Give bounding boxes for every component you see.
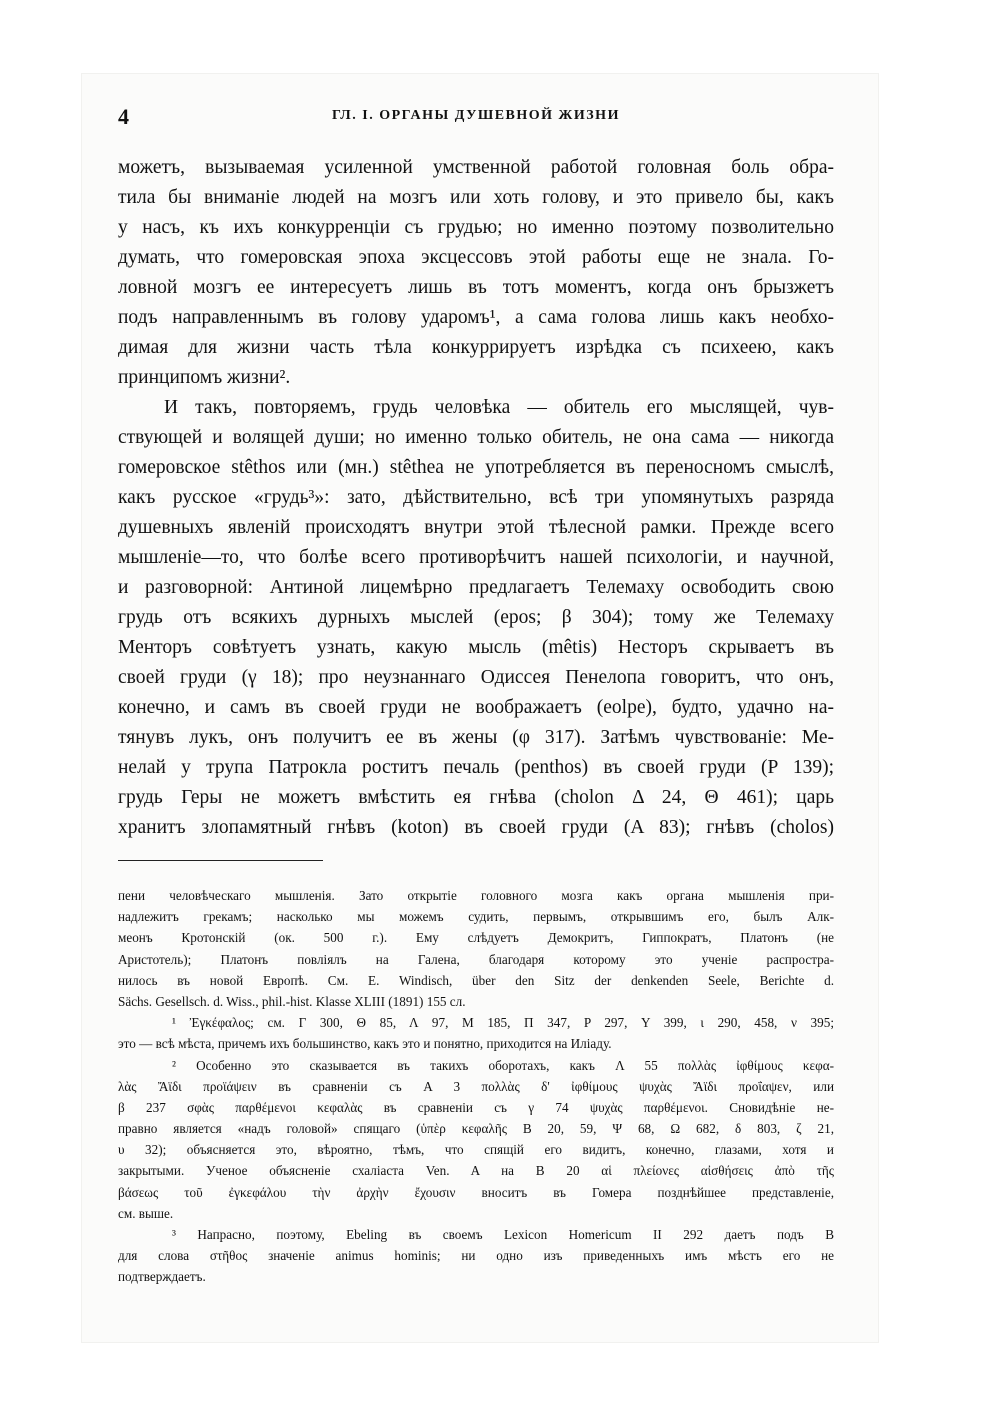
footnote-line: это — всѣ мѣста, причемъ ихъ большинство, какъ это и понятно, приходится на Иліаду.: [118, 1036, 612, 1052]
text-line: подъ направленнымъ въ голову ударомъ¹, а сама голова лишь какъ необхо-: [118, 307, 834, 328]
text-line: гомеровское stêthos или (мн.) stêthea не употребляется въ переносномъ смыслѣ,: [118, 457, 834, 478]
footnote-separator: [118, 860, 323, 861]
text-line: у насъ, къ ихъ конкурренціи съ грудью; но именно поэтому позволительно: [118, 217, 834, 238]
text-line: душевныхъ явленій происходятъ внутри этой тѣлесной рамки. Прежде всего: [118, 517, 834, 538]
footnotes: [118, 885, 834, 1288]
text-line: И такъ, повторяемъ, грудь человѣка — обитель его мыслящей, чув-: [164, 397, 834, 418]
footnote-line: βάσεως τοῦ ἐγκεφάλου τὴν ἀρχὴν ἔχουσιν вноситъ въ Гомера позднѣйшее представленіе,: [118, 1184, 834, 1200]
footnote-line: λὰς Ἄϊδι προϊάψειν въ сравненіи съ A 3 πολλὰς δ' ἰφθίμους ψυχὰς Ἄϊδι προΐαψεν, или: [118, 1078, 834, 1094]
footnote-line: υ 32); объясняется это, вѣроятно, тѣмъ, что спящій его видитъ, конечно, глазами, хотя и: [118, 1142, 834, 1158]
page-header: [118, 104, 834, 132]
text-line: ловной мозгъ ее интересуетъ лишь въ тотъ моментъ, когда онъ брызжетъ: [118, 277, 834, 298]
footnote-line: Аристотель); Платонъ повліялъ на Галена, благодаря которому это ученіе распростра-: [118, 951, 834, 967]
text-line: тила бы вниманіе людей на мозгъ или хоть голову, и это привело бы, какъ: [118, 187, 834, 208]
text-line: грудь Геры не можетъ вмѣстить ея гнѣва (cholon Δ 24, Θ 461); царь: [118, 787, 834, 808]
footnote-3: ³ Напрасно, поэтому, Ebeling въ своемъ Lexicon Homericum II 292 даетъ подъ B: [172, 1227, 834, 1242]
text-line: думать, что гомеровская эпоха эксцессовъ этой работы еще не знала. Го-: [118, 247, 834, 268]
footnote-1: ¹ Ἐγκέφαλος; см. Γ 300, Θ 85, Λ 97, M 185, Π 347, P 297, Υ 399, ι 290, 458, ν 395;: [172, 1015, 834, 1031]
text-line: своей груди (γ 18); про неузнаннаго Одиссея Пенелопа говоритъ, что онъ,: [118, 667, 834, 688]
text-line: нелай у трупа Патрокла роститъ печаль (penthos) въ своей груди (P 139);: [118, 757, 834, 778]
footnote-line: закрытыми. Ученое объясненіе схаліаста Ven. A на B 20 αἱ πλείονες αἰσθήσεις ἀπὸ τῆς: [118, 1163, 834, 1179]
footnote-line: меонъ Кротонскій (ок. 500 г.). Ему слѣдуетъ Демокритъ, Гиппократъ, Платонъ (не: [118, 930, 834, 946]
page-number: 4: [118, 104, 129, 129]
text-line: ствующей и волящей души; но именно только обитель, не она сама — никогда: [118, 427, 834, 448]
text-line: можетъ, вызываемая усиленной умственной работой головная боль обра-: [118, 157, 834, 178]
main-text: [118, 153, 834, 843]
footnote-line: β 237 σφὰς παρθέμενοι κεφαλὰς въ сравненіи съ γ 74 ψυχὰς παρθέμενοι. Сновидѣніе не-: [118, 1099, 834, 1115]
footnote-line: подтверждаетъ.: [118, 1269, 206, 1285]
running-head: ГЛ. I. ОРГАНЫ ДУШЕВНОЙ ЖИЗНИ: [332, 108, 620, 123]
text-line: принципомъ жизни².: [118, 367, 291, 388]
footnote-line: см. выше.: [118, 1205, 174, 1221]
text-line: хранитъ злопамятный гнѣвъ (koton) въ своей груди (A 83); гнѣвъ (cholos): [118, 817, 834, 838]
text-line: Менторъ совѣтуетъ узнать, какую мысль (mêtis) Несторъ скрываетъ въ: [118, 637, 834, 658]
text-line: какъ русское «грудь³»: зато, дѣйствительно, всѣ три упомянутыхъ разряда: [118, 487, 834, 508]
footnote-line: нилось въ новой Европѣ. См. E. Windisch, über den Sitz der denkenden Seele, Berichte d.: [118, 972, 834, 988]
footnote-line: Sächs. Gesellsch. d. Wiss., phil.-hist. Klasse XLIII (1891) 155 сл.: [118, 993, 466, 1009]
text-line: тянувъ лукъ, онъ получитъ ее въ жены (φ 317). Затѣмъ чувствованіе: Ме-: [118, 727, 834, 748]
footnote-line: надлежитъ грекамъ; насколько мы можемъ судить, первымъ, открывшимъ его, былъ Алк-: [118, 909, 834, 925]
footnote-line: правно является «надъ головой» спящаго (ὑπὲρ κεφαλῆς B 20, 59, Ψ 68, Ω 682, δ 803, ζ 21,: [118, 1121, 834, 1137]
text-line: грудь отъ всякихъ дурныхъ мыслей (epos; β 304); тому же Телемаху: [118, 607, 834, 628]
text-line: и разговорной: Антиной лицемѣрно предлагаетъ Телемаху освободить свою: [118, 577, 834, 598]
text-line: конечно, и самъ въ своей груди не воображаетъ (eolpe), будто, удачно на-: [118, 697, 834, 718]
footnote-line: пени человѣческаго мышленія. Зато открытіе головного мозга какъ органа мышленія при-: [118, 888, 834, 903]
text-line: димая для жизни часть тѣла конкуррируетъ изрѣдка съ психеею, какъ: [118, 337, 834, 358]
footnote-2: ² Особенно это сказывается въ такихъ оборотахъ, какъ Λ 55 πολλὰς ἰφθίμους κεφα-: [172, 1057, 834, 1073]
text-line: мышленіе—то, что болѣе всего противорѣчитъ нашей психологіи, и научной,: [118, 547, 834, 568]
footnote-line: для слова στῆθος значеніе animus hominis; ни одно изъ приведенныхъ имъ мѣстъ его не: [118, 1248, 834, 1264]
